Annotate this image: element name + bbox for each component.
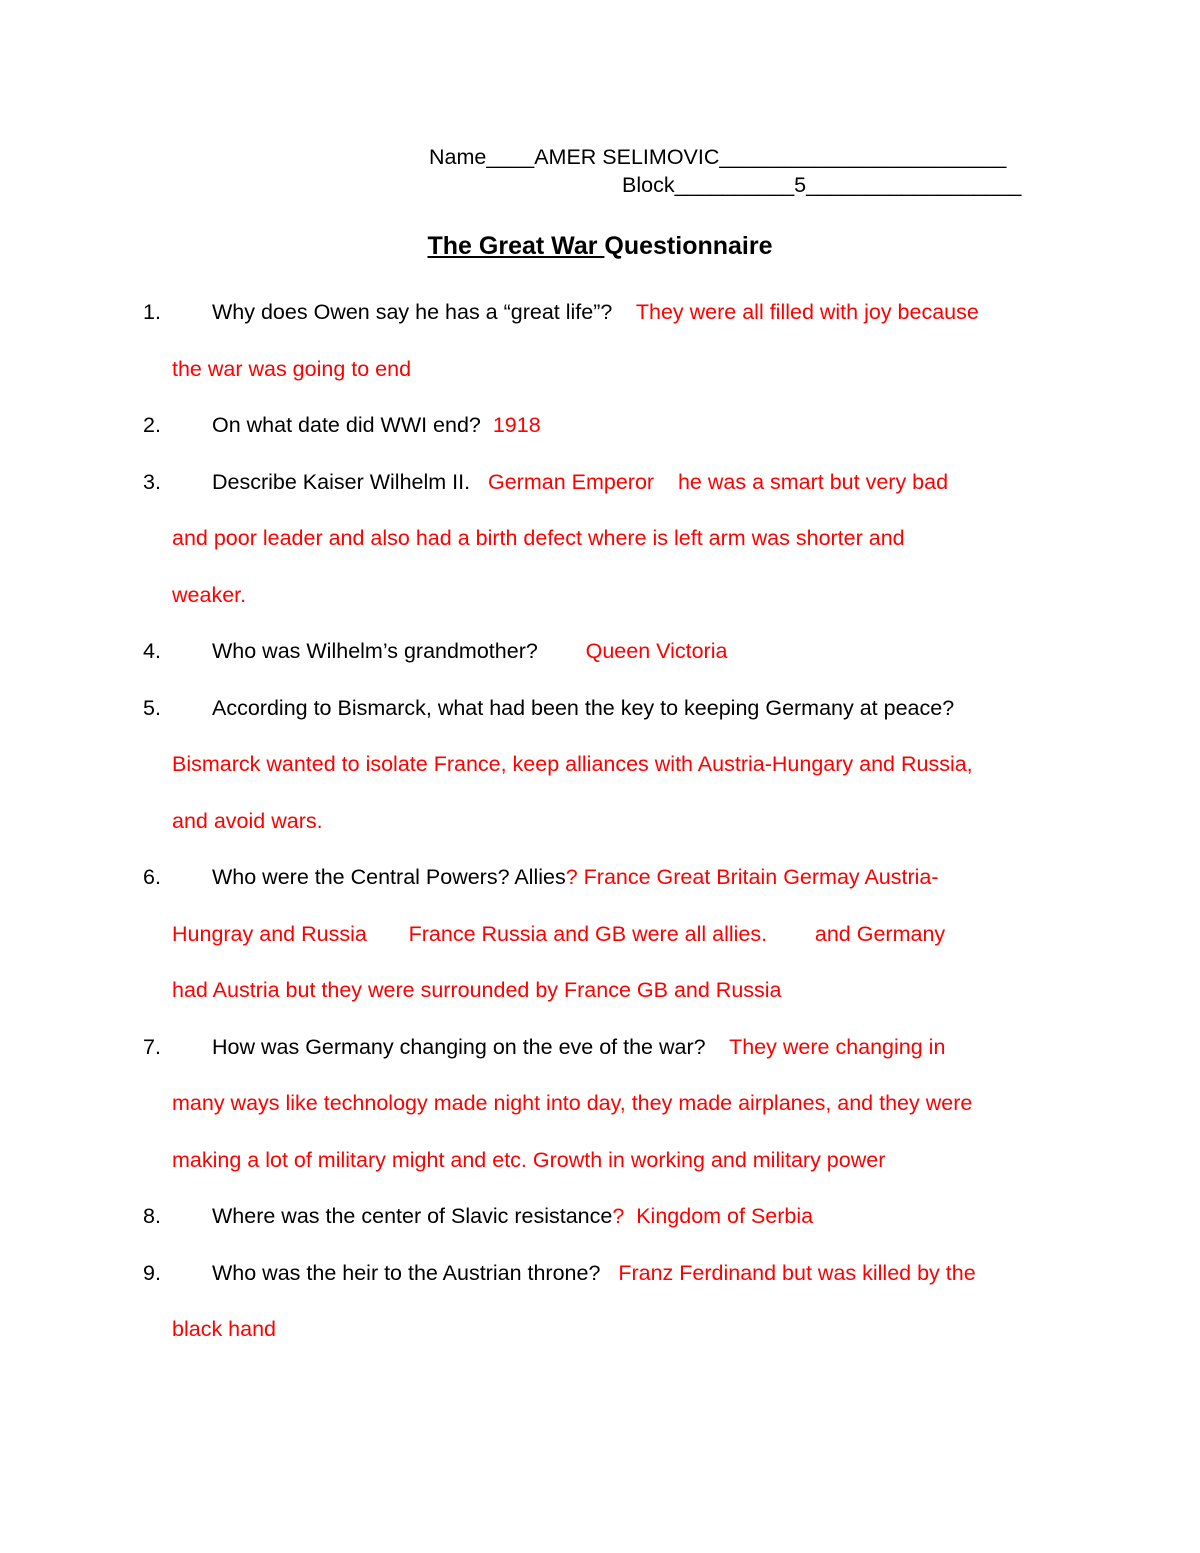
answer-inline: They were all filled with joy because	[635, 300, 979, 324]
question-text: Describe Kaiser Wilhelm II.	[212, 470, 471, 494]
block-blank-after: __________________	[806, 173, 1022, 197]
answer-line: Hungray and Russia France Russia and GB were all allies. and Germany	[172, 922, 946, 946]
answer-line: black hand	[172, 1317, 276, 1341]
title-rest: Questionnaire	[604, 232, 773, 260]
question-number: 2.	[143, 413, 161, 437]
answer-inline: ? Kingdom of Serbia	[612, 1204, 814, 1228]
question-text-line	[212, 469, 948, 495]
name-blank-after: ________________________	[719, 145, 1007, 169]
question-number: 5.	[143, 696, 161, 720]
answer-line: Bismarck wanted to isolate France, keep alliances with Austria-Hungary and Russia,	[172, 752, 973, 776]
question-text: On what date did WWI end?	[212, 413, 481, 437]
name-blank-before: ____	[486, 145, 535, 169]
question-text: According to Bismarck, what had been the key to keeping Germany at peace?	[212, 696, 955, 720]
page-title	[0, 231, 1200, 261]
answer-inline: Queen Victoria	[585, 639, 728, 663]
question-number: 7.	[143, 1035, 161, 1059]
answer-line: and avoid wars.	[172, 809, 323, 833]
name-value: AMER SELIMOVIC	[534, 145, 720, 169]
question-text-line	[212, 299, 979, 325]
question-text: Who was Wilhelm’s grandmother?	[212, 639, 538, 663]
question-text-line	[212, 864, 939, 890]
question-text-line	[212, 1034, 945, 1060]
question-number: 8.	[143, 1204, 161, 1228]
answer-line: and poor leader and also had a birth defect where is left arm was shorter and	[172, 526, 905, 550]
question-text: Why does Owen say he has a “great life”?	[212, 300, 613, 324]
answer-inline: 1918	[492, 413, 541, 437]
title-underlined: The Great War	[427, 232, 605, 260]
answer-inline: Franz Ferdinand but was killed by the	[618, 1261, 976, 1285]
answer-inline: German Emperor he was a smart but very bad	[488, 470, 949, 494]
answer-line: many ways like technology made night into day, they made airplanes, and they were	[172, 1091, 973, 1115]
answer-inline: They were changing in	[729, 1035, 946, 1059]
question-text: Who was the heir to the Austrian throne?	[212, 1261, 601, 1285]
name-line	[429, 144, 1006, 170]
answer-line: had Austria but they were surrounded by France GB and Russia	[172, 978, 782, 1002]
block-label: Block	[622, 173, 675, 197]
question-text-line	[212, 1203, 813, 1229]
answer-inline: ? France Great Britain Germay Austria-	[565, 865, 939, 889]
answer-line: the war was going to end	[172, 357, 412, 381]
question-text-line	[212, 412, 541, 438]
question-text-line	[212, 638, 727, 664]
block-value: 5	[794, 173, 807, 197]
question-number: 3.	[143, 470, 161, 494]
name-label: Name	[429, 145, 487, 169]
answer-line: making a lot of military might and etc. Growth in working and military power	[172, 1148, 886, 1172]
answer-line: weaker.	[172, 583, 247, 607]
question-text: Who were the Central Powers? Allies	[212, 865, 566, 889]
question-number: 1.	[143, 300, 161, 324]
question-text: Where was the center of Slavic resistance	[212, 1204, 613, 1228]
question-number: 4.	[143, 639, 161, 663]
block-blank-before: __________	[674, 173, 795, 197]
question-number: 6.	[143, 865, 161, 889]
question-text: How was Germany changing on the eve of the war?	[212, 1035, 706, 1059]
question-number: 9.	[143, 1261, 161, 1285]
block-line	[622, 172, 1021, 198]
question-text-line	[212, 1260, 976, 1286]
